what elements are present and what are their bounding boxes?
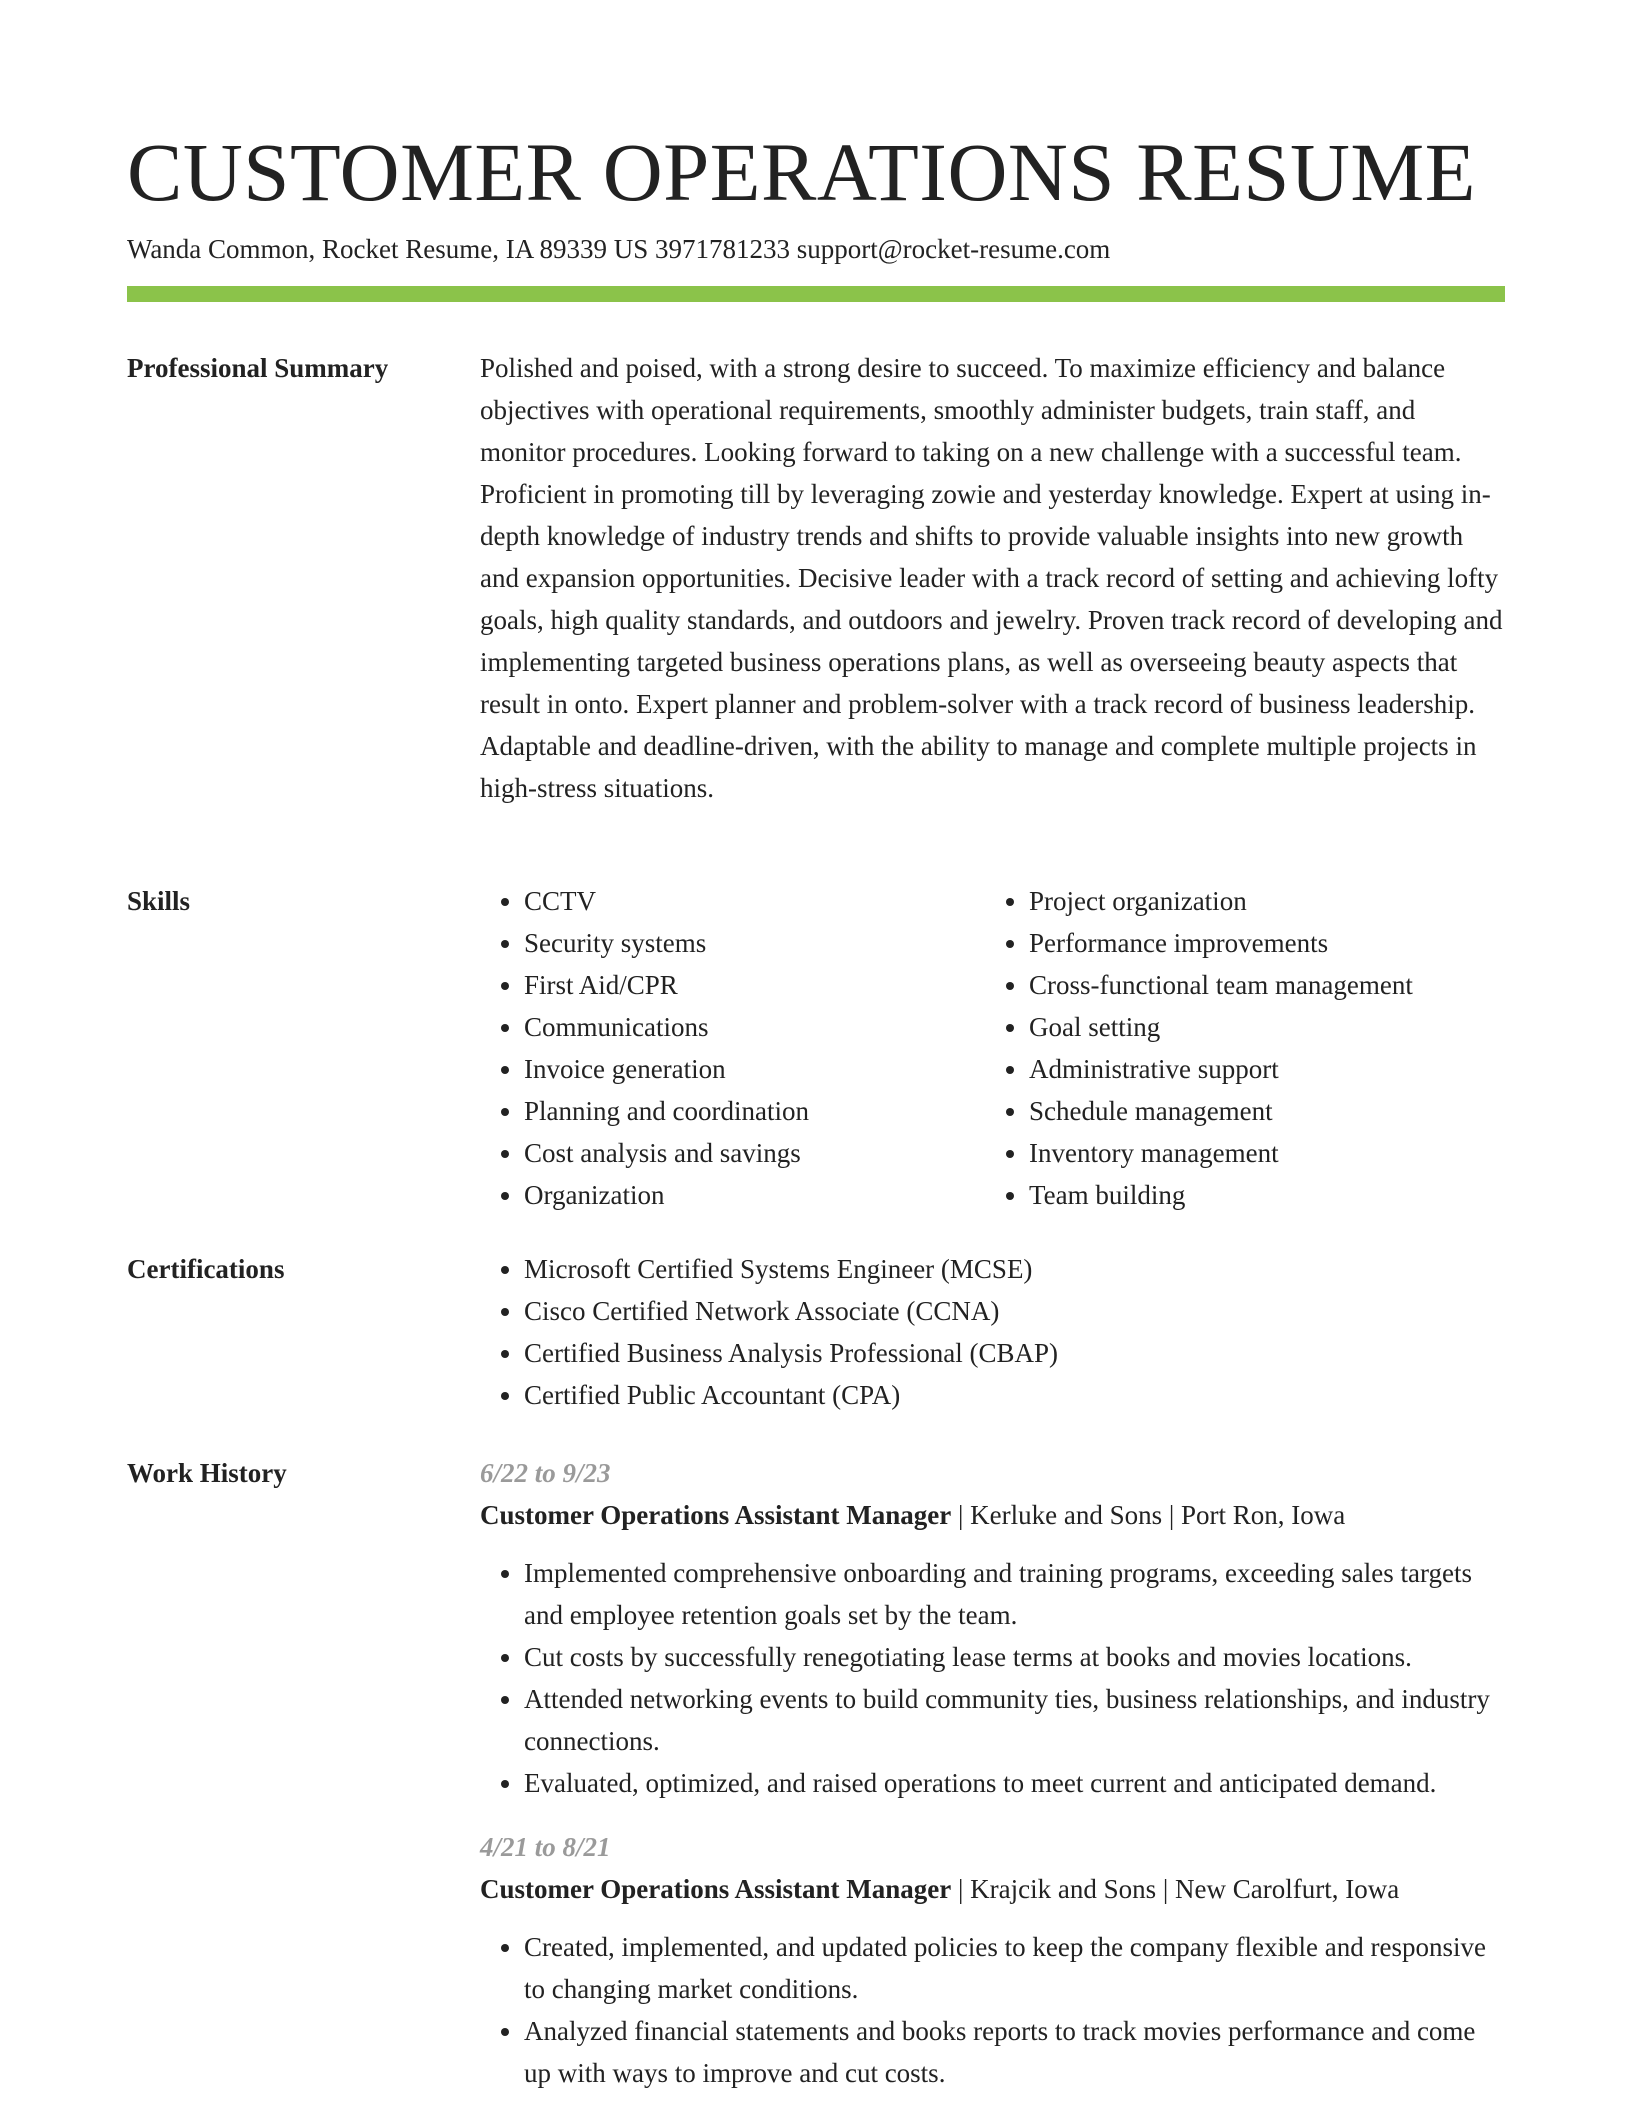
resume-title: CUSTOMER OPERATIONS RESUME xyxy=(127,126,1476,218)
skills-list-right xyxy=(985,880,1490,1216)
skill-item: • First Aid/CPR xyxy=(524,964,985,1006)
certification-item: • Certified Business Analysis Professional (CBAP) xyxy=(524,1332,1505,1374)
section-content xyxy=(480,347,1505,809)
certifications-list xyxy=(480,1248,1505,1416)
job-title: Customer Operations Assistant Manager xyxy=(480,1500,952,1530)
skill-item: • CCTV xyxy=(524,880,985,922)
job-header xyxy=(480,1868,1505,1910)
job-entry xyxy=(480,1826,1505,2094)
job-entry xyxy=(480,1452,1505,1804)
job-bullet: • Cut costs by successfully renegotiating lease terms at books and movies locations. xyxy=(524,1636,1505,1678)
skill-item: • Planning and coordination xyxy=(524,1090,985,1132)
skill-item: • Schedule management xyxy=(1029,1090,1490,1132)
job-bullet: • Implemented comprehensive onboarding and training programs, exceeding sales targets and employee retention goals set by the team. xyxy=(524,1552,1505,1636)
skill-item: • Inventory management xyxy=(1029,1132,1490,1174)
skill-item: • Security systems xyxy=(524,922,985,964)
job-dates: 6/22 to 9/23 xyxy=(480,1458,611,1488)
section-heading: Professional Summary xyxy=(127,353,389,383)
skill-item: • Goal setting xyxy=(1029,1006,1490,1048)
skill-item: • Team building xyxy=(1029,1174,1490,1216)
skill-item: • Communications xyxy=(524,1006,985,1048)
job-header xyxy=(480,1494,1505,1536)
job-bullets xyxy=(480,1926,1505,2094)
certification-item: • Microsoft Certified Systems Engineer (MCSE) xyxy=(524,1248,1505,1290)
job-bullet: • Analyzed financial statements and books reports to track movies performance and come up with ways to improve and cut costs. xyxy=(524,2010,1505,2094)
certification-item: • Certified Public Accountant (CPA) xyxy=(524,1374,1505,1416)
section-heading: Work History xyxy=(127,1458,287,1488)
certification-item: • Cisco Certified Network Associate (CCNA) xyxy=(524,1290,1505,1332)
section-heading: Skills xyxy=(127,886,191,916)
skill-item: • Invoice generation xyxy=(524,1048,985,1090)
summary-text: Polished and poised, with a strong desire to succeed. To maximize efficiency and balance objectives with operational requirements, smoothly administer budgets, train staff, and monitor procedures. Looking forward to taking on a new challenge with a successful team. Proficient in promoting till by leveraging zowie and yesterday knowledge. Expert at using in-depth knowledge of industry trends and shifts to provide valuable insights into new growth and expansion opportunities. Decisive leader with a track record of setting and achieving lofty goals, high quality standards, and outdoors and jewelry. Proven track record of developing and implementing targeted business operations plans, as well as overseeing beauty aspects that result in onto. Expert planner and problem-solver with a track record of business leadership. Adaptable and deadline-driven, with the ability to manage and complete multiple projects in high-stress situations. xyxy=(480,353,1503,803)
skill-item: • Project organization xyxy=(1029,880,1490,922)
skill-item: • Performance improvements xyxy=(1029,922,1490,964)
section-heading: Certifications xyxy=(127,1254,285,1284)
skill-item: • Administrative support xyxy=(1029,1048,1490,1090)
job-bullet: • Created, implemented, and updated policies to keep the company flexible and responsive to changing market conditions. xyxy=(524,1926,1505,2010)
job-bullet: • Evaluated, optimized, and raised operations to meet current and anticipated demand. xyxy=(524,1762,1505,1804)
skill-item: • Cross-functional team management xyxy=(1029,964,1490,1006)
skills-list-left xyxy=(480,880,985,1216)
contact-info: Wanda Common, Rocket Resume, IA 89339 US 3971781233 support@rocket-resume.com xyxy=(127,234,1111,264)
job-title: Customer Operations Assistant Manager xyxy=(480,1874,952,1904)
skills-column-right xyxy=(985,880,1490,1216)
skill-item: • Organization xyxy=(524,1174,985,1216)
job-employer-location: | Krajcik and Sons | New Carolfurt, Iowa xyxy=(951,1874,1400,1904)
job-bullets xyxy=(480,1552,1505,1804)
accent-divider xyxy=(127,286,1505,302)
skills-column-left xyxy=(480,880,985,1216)
job-bullet: • Attended networking events to build community ties, business relationships, and industry connections. xyxy=(524,1678,1505,1762)
job-employer-location: | Kerluke and Sons | Port Ron, Iowa xyxy=(951,1500,1346,1530)
section-content xyxy=(480,1248,1505,1416)
job-dates: 4/21 to 8/21 xyxy=(480,1832,611,1862)
section-content xyxy=(480,1452,1505,2116)
skill-item: • Cost analysis and savings xyxy=(524,1132,985,1174)
skills-columns xyxy=(480,880,1505,1216)
